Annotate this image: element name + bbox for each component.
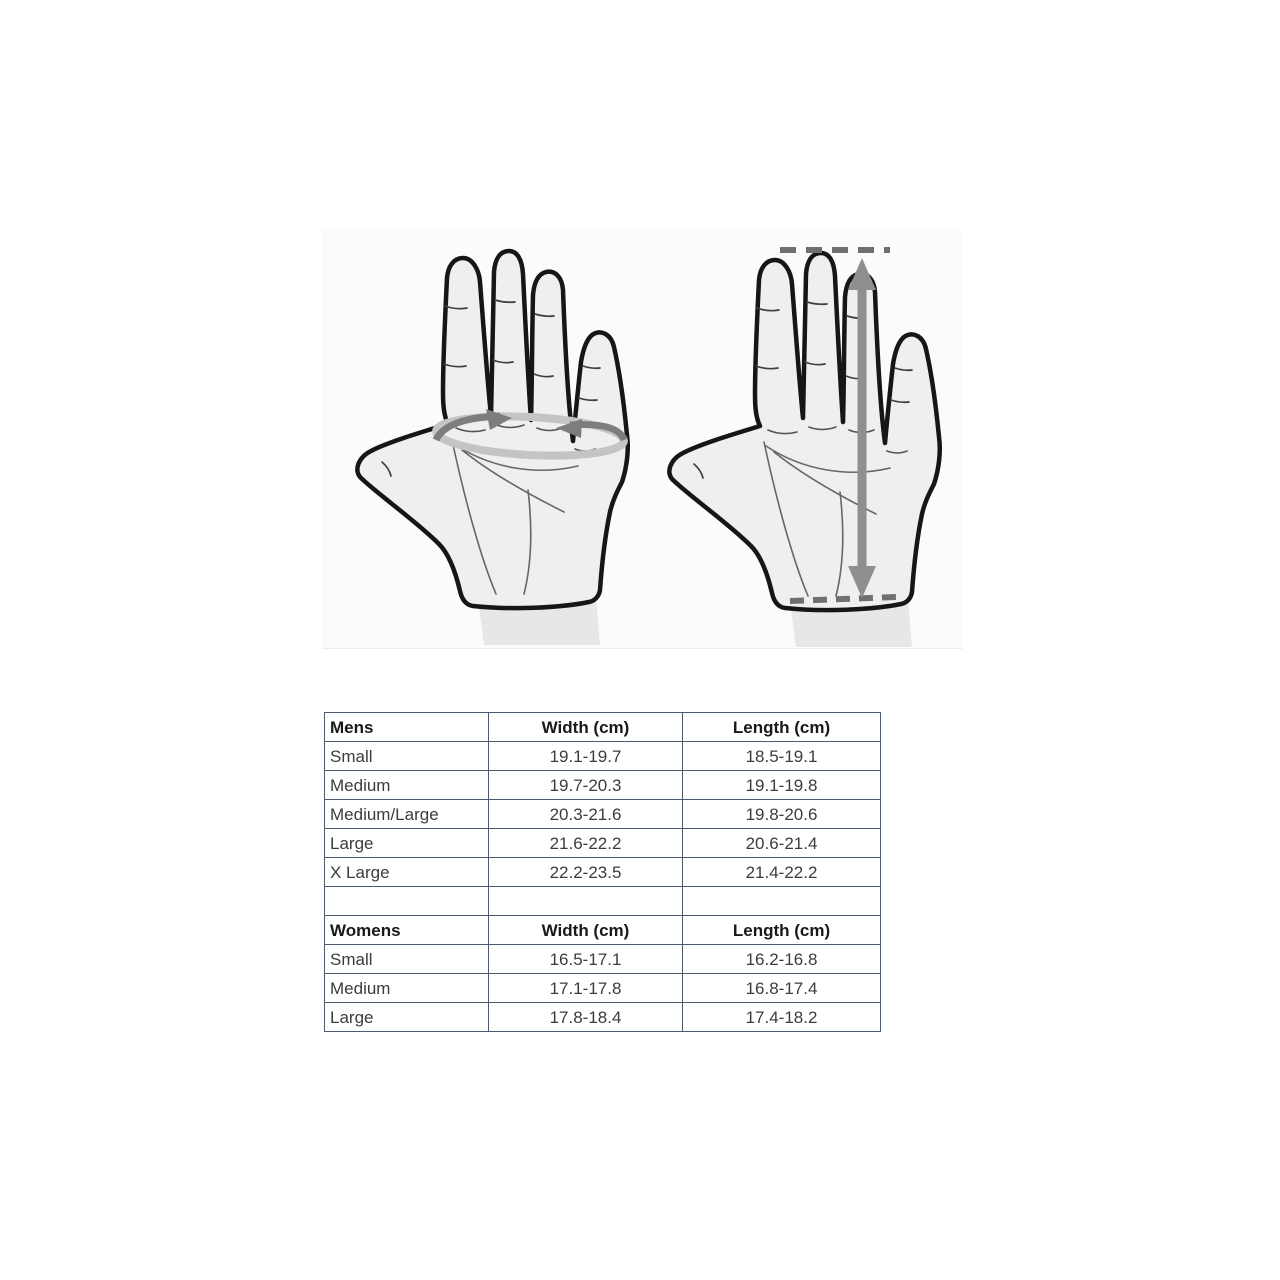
- table-cell: [325, 887, 489, 916]
- table-row: [325, 1003, 881, 1032]
- table-row: [325, 800, 881, 829]
- table-cell: 19.8-20.6: [683, 800, 881, 829]
- table-cell: [489, 887, 683, 916]
- table-cell: 17.1-17.8: [489, 974, 683, 1003]
- table-header-cell: Length (cm): [683, 916, 881, 945]
- table-row: [325, 771, 881, 800]
- table-cell: Medium: [325, 974, 489, 1003]
- table-cell: 22.2-23.5: [489, 858, 683, 887]
- table-cell: Medium: [325, 771, 489, 800]
- hands-svg: [322, 230, 962, 648]
- spacer-row: [325, 887, 881, 916]
- table-cell: 16.8-17.4: [683, 974, 881, 1003]
- table-cell: 19.1-19.8: [683, 771, 881, 800]
- size-table: [324, 712, 881, 1032]
- table-header-cell: Mens: [325, 713, 489, 742]
- table-header-cell: Length (cm): [683, 713, 881, 742]
- table-cell: 20.3-21.6: [489, 800, 683, 829]
- table-cell: 16.2-16.8: [683, 945, 881, 974]
- mens-header-row: [325, 713, 881, 742]
- table-row: [325, 858, 881, 887]
- table-row: [325, 829, 881, 858]
- table-cell: 20.6-21.4: [683, 829, 881, 858]
- right-hand: [669, 253, 939, 647]
- table-cell: [683, 887, 881, 916]
- table-cell: 18.5-19.1: [683, 742, 881, 771]
- left-hand-width-diagram: [357, 251, 627, 645]
- table-cell: X Large: [325, 858, 489, 887]
- table-cell: 16.5-17.1: [489, 945, 683, 974]
- table-header-cell: Width (cm): [489, 916, 683, 945]
- table-cell: Large: [325, 829, 489, 858]
- table-header-cell: Womens: [325, 916, 489, 945]
- table-row: [325, 945, 881, 974]
- table-cell: 21.6-22.2: [489, 829, 683, 858]
- table-cell: Large: [325, 1003, 489, 1032]
- table-cell: 19.7-20.3: [489, 771, 683, 800]
- table-cell: Small: [325, 945, 489, 974]
- length-arrow-up-icon: [848, 258, 876, 290]
- table-cell: 17.4-18.2: [683, 1003, 881, 1032]
- table-cell: Small: [325, 742, 489, 771]
- womens-header-row: [325, 916, 881, 945]
- table-header-cell: Width (cm): [489, 713, 683, 742]
- table-cell: 19.1-19.7: [489, 742, 683, 771]
- table-cell: 21.4-22.2: [683, 858, 881, 887]
- hand-measurement-illustration: [322, 230, 962, 649]
- table-row: [325, 974, 881, 1003]
- table-cell: 17.8-18.4: [489, 1003, 683, 1032]
- table-cell: Medium/Large: [325, 800, 489, 829]
- right-hand-length-diagram: [669, 250, 939, 647]
- table-row: [325, 742, 881, 771]
